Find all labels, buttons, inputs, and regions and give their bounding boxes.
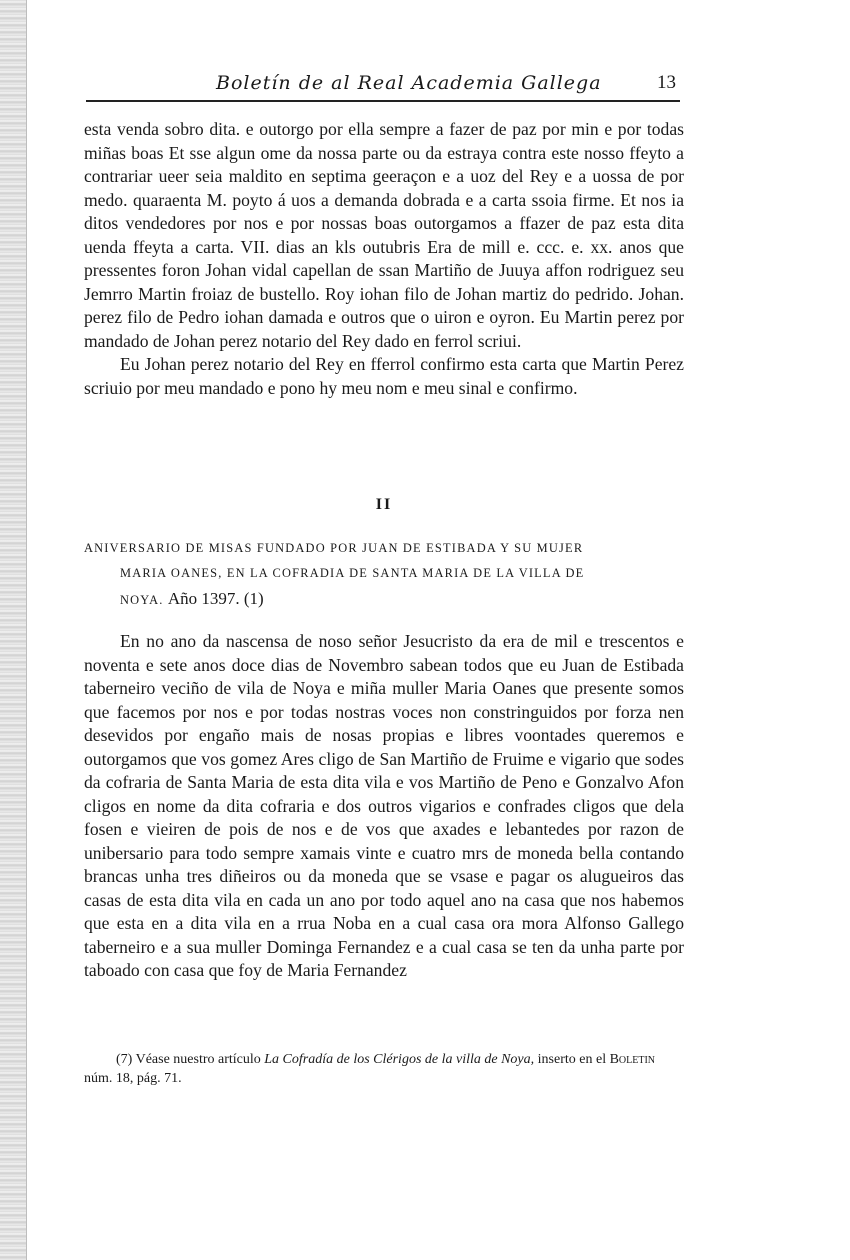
journal-title: Boletín de al Real Academia Gallega: [216, 72, 602, 94]
footnote-article-title: La Cofradía de los Clérigos de la villa de Noya,: [264, 1052, 535, 1067]
section-title: [84, 536, 684, 613]
paragraph: esta venda sobro dita. e outorgo por ella sempre a fazer de paz por min e por todas miñas boas Et sse algun ome da nossa parte ou da estraya contra este nosso ffeyto a contrariar ueer seia maldito en septima geeraçon e a uoz del Rey e a uossa de por medo. quaraenta M. poyto á uos a demanda dobrada e a carta ssoia firme. Et nos ia ditos vendedores por nos e por nossas boas outorgamos a ffazer de paz esta dita uenda ffeyta a carta. VII. dias an kls outubris Era de mill e. ccc. e. xx. anos que pressentes foron Johan vidal capellan de ssan Martiño de Juuya affon rodriguez seu Jemrro Martin froiaz de bustello. Roy iohan filo de Johan martiz do pedrido. Johan. perez filo de Pedro iohan damada e outros que o uiron e oyron. Eu Martin perez por mandado de Johan perez notario del Rey dado en ferrol scriui.: [84, 119, 684, 351]
page-number: 13: [657, 72, 676, 93]
footnote-text: [84, 1050, 684, 1088]
section-title-word: NOYA.: [120, 593, 164, 607]
footnote-marker: (7): [116, 1052, 133, 1067]
footnote-text-mid: inserto en el: [537, 1052, 607, 1067]
document-text-1: [84, 118, 684, 400]
section-title-line: [84, 586, 684, 613]
section-title-line: MARIA OANES, EN LA COFRADIA DE SANTA MARIA DE LA VILLA DE: [120, 566, 585, 580]
paragraph: Eu Johan perez notario del Rey en fferrol confirmo esta carta que Martin Perez scriuio por meu mandado e pono hy meu nom e meu sinal e confirmo.: [84, 354, 684, 398]
running-header: [86, 66, 680, 102]
document-text-2: [84, 630, 684, 983]
section-year: Año 1397. (1): [167, 589, 264, 608]
section-numeral: II: [375, 496, 393, 513]
paragraph: En no ano da nascensa de noso señor Jesucristo da era de mil e trescentos e noventa e sete anos doce dias de Novembro sabean todos que eu Juan de Estibada taberneiro veciño de vila de Noya e miña muller Maria Oanes que presente somos que facemos por nos e por todas nostras voces non constringuidos por forza nen desevidos por engaño mais de nosas propias e libres voontades queremos e outorgamos que vos gomez Ares cligo de San Martiño de Fruime e vigario que sodes da cofraria de Santa Maria de esta dita vila e vos Martiño de Peno e Gonzalvo Afon cligos en nome da dita cofraria e dos outros vigarios e confrades cligos que dela fosen e vieiren de pois de nos e de vos que axades e lebantedes por razon de unibersario para todo sempre xamais vinte e cuatro mrs de moneda bella contando brancas unha tres diñeiros ou da moneda que se vsase e pagar os alugueiros das casas de esta dita vila en cada un ano por todo aquel ano na casa que nos habemos que esta en a dita vila en a rrua Noba en a cual casa ora mora Alfonso Gallego taberneiro e a sua muller Dominga Fernandez e a cual casa se ten da unha parte por taboado con casa que foy de Maria Fernandez: [84, 631, 684, 980]
footnote-journal: Boletin: [609, 1052, 656, 1067]
footnote-text-before: Véase nuestro artículo: [135, 1052, 261, 1067]
footnote: [84, 1050, 684, 1088]
footnote-text-after: núm. 18, pág. 71.: [84, 1071, 182, 1086]
section-title-line: ANIVERSARIO DE MISAS FUNDADO POR JUAN DE ESTIBADA Y SU MUJER: [84, 541, 584, 555]
binding-edge: [0, 0, 27, 1260]
